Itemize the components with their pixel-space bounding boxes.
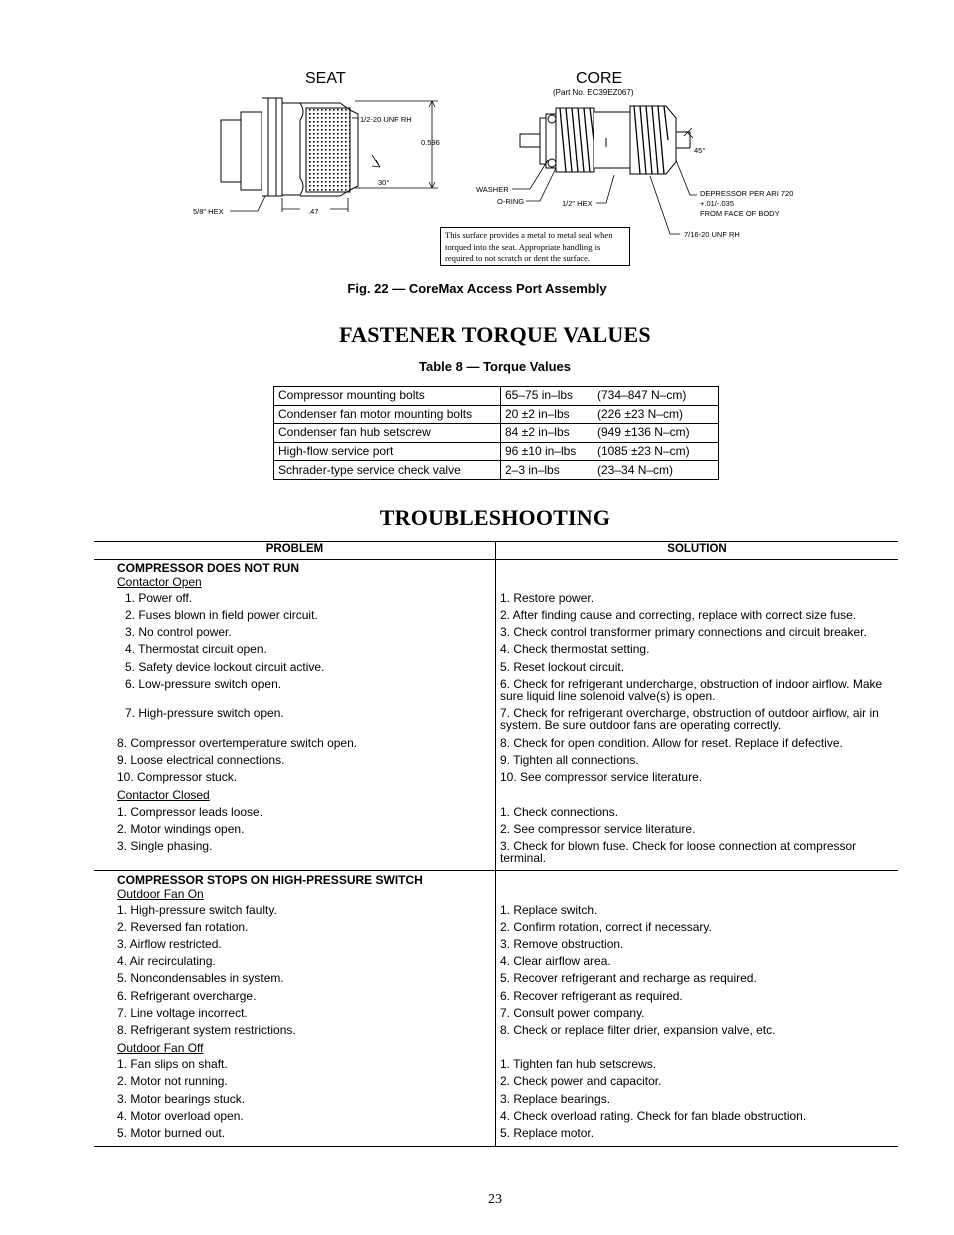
problem-text: 6. Refrigerant overcharge. bbox=[117, 989, 257, 1003]
solution-text: 6. Recover refrigerant as required. bbox=[500, 989, 683, 1003]
torque-item: Condenser fan motor mounting bolts bbox=[274, 405, 501, 424]
troubleshooting-table bbox=[94, 541, 898, 1147]
torque-metric: (226 ±23 N–cm) bbox=[593, 405, 719, 424]
table-divider bbox=[94, 870, 898, 871]
problem-text: 3. No control power. bbox=[125, 625, 232, 639]
seat-label: SEAT bbox=[305, 70, 346, 87]
problem-text: 7. Line voltage incorrect. bbox=[117, 1006, 248, 1020]
solution-text: 2. After finding cause and correcting, replace with correct size fuse. bbox=[500, 608, 857, 622]
seat-height-label: 0.596 bbox=[421, 138, 440, 147]
core-thread-label: 7/16-20 UNF RH bbox=[684, 230, 740, 239]
solution-text: 1. Check connections. bbox=[500, 805, 619, 819]
subheading: Outdoor Fan Off bbox=[117, 1041, 204, 1055]
core-drawing bbox=[512, 106, 697, 234]
solution-text: 3. Replace bearings. bbox=[500, 1092, 611, 1106]
torque-value: 65–75 in–lbs bbox=[501, 387, 594, 406]
table-divider bbox=[94, 1146, 898, 1147]
problem-text: 3. Airflow restricted. bbox=[117, 937, 222, 951]
torque-values-table bbox=[273, 386, 719, 480]
seal-surface-note: This surface provides a metal to metal seal when torqued into the seat. Appropriate handling is required to not scratch or dent the surface. bbox=[440, 227, 630, 266]
table-row bbox=[274, 424, 719, 443]
problem-text: 5. Motor burned out. bbox=[117, 1126, 226, 1140]
subheading: Outdoor Fan On bbox=[117, 887, 204, 901]
torque-item: Compressor mounting bolts bbox=[274, 387, 501, 406]
problem-text: 6. Low-pressure switch open. bbox=[125, 677, 282, 691]
solution-text: 2. See compressor service literature. bbox=[500, 822, 696, 836]
column-divider bbox=[495, 541, 496, 1147]
torque-item: Schrader-type service check valve bbox=[274, 461, 501, 480]
problem-text: 2. Motor windings open. bbox=[117, 822, 245, 836]
depressor-label-3: FROM FACE OF BODY bbox=[700, 209, 780, 218]
solution-text: 4. Clear airflow area. bbox=[500, 954, 611, 968]
solution-text: 2. Check power and capacitor. bbox=[500, 1074, 662, 1088]
seat-hex-label: 5/8" HEX bbox=[193, 207, 224, 216]
depressor-label-2: +.01/-.035 bbox=[700, 199, 734, 208]
problem-text: 2. Motor not running. bbox=[117, 1074, 228, 1088]
solution-text: 6. Check for refrigerant undercharge, obstruction of indoor airflow. Make sure liquid line solenoid valve(s) is open. bbox=[500, 677, 883, 703]
table-divider bbox=[94, 541, 898, 542]
solution-text: 4. Check overload rating. Check for fan blade obstruction. bbox=[500, 1109, 807, 1123]
core-hex-label: 1/2" HEX bbox=[562, 199, 593, 208]
solution-text: 1. Restore power. bbox=[500, 591, 595, 605]
subheading: Contactor Open bbox=[117, 575, 202, 589]
problem-header: PROBLEM bbox=[265, 543, 324, 555]
torque-value: 2–3 in–lbs bbox=[501, 461, 594, 480]
problem-text: 3. Motor bearings stuck. bbox=[117, 1092, 246, 1106]
problem-text: 7. High-pressure switch open. bbox=[125, 706, 284, 720]
solution-text: 9. Tighten all connections. bbox=[500, 753, 639, 767]
problem-text: 5. Noncondensables in system. bbox=[117, 971, 284, 985]
torque-value: 20 ±2 in–lbs bbox=[501, 405, 594, 424]
problem-text: 1. Fan slips on shaft. bbox=[117, 1057, 228, 1071]
solution-text: 3. Remove obstruction. bbox=[500, 937, 624, 951]
solution-text: 8. Check for open condition. Allow for reset. Replace if defective. bbox=[500, 736, 843, 750]
core-label: CORE bbox=[576, 70, 623, 87]
problem-text: 4. Motor overload open. bbox=[117, 1109, 244, 1123]
table-divider bbox=[94, 559, 898, 560]
table-row bbox=[274, 387, 719, 406]
core-part-number: (Part No. EC39EZ067) bbox=[553, 88, 634, 97]
solution-text: 2. Confirm rotation, correct if necessary. bbox=[500, 920, 712, 934]
torque-item: Condenser fan hub setscrew bbox=[274, 424, 501, 443]
problem-text: 10. Compressor stuck. bbox=[117, 770, 238, 784]
torque-value: 96 ±10 in–lbs bbox=[501, 442, 594, 461]
table-row bbox=[274, 461, 719, 480]
problem-text: 1. Power off. bbox=[125, 591, 193, 605]
group-heading: COMPRESSOR STOPS ON HIGH-PRESSURE SWITCH bbox=[117, 873, 423, 887]
torque-metric: (734–847 N–cm) bbox=[593, 387, 719, 406]
core-angle-label: 45° bbox=[694, 146, 706, 155]
solution-text: 1. Replace switch. bbox=[500, 903, 598, 917]
problem-text: 9. Loose electrical connections. bbox=[117, 753, 285, 767]
solution-text: 7. Check for refrigerant overcharge, obstruction of outdoor airflow, air in system. Be sure outdoor fans are operating correctly. bbox=[500, 706, 879, 732]
figure-caption: Fig. 22 — CoreMax Access Port Assembly bbox=[347, 281, 607, 296]
torque-metric: (1085 ±23 N–cm) bbox=[593, 442, 719, 461]
problem-text: 1. Compressor leads loose. bbox=[117, 805, 264, 819]
problem-text: 2. Fuses blown in field power circuit. bbox=[125, 608, 318, 622]
solution-header: SOLUTION bbox=[667, 543, 727, 555]
problem-text: 8. Refrigerant system restrictions. bbox=[117, 1023, 296, 1037]
table-row bbox=[274, 442, 719, 461]
group-heading: COMPRESSOR DOES NOT RUN bbox=[117, 561, 300, 575]
coremax-access-port-figure bbox=[0, 0, 954, 280]
solution-text: 3. Check for blown fuse. Check for loose connection at compressor terminal. bbox=[500, 839, 857, 865]
fastener-torque-title: FASTENER TORQUE VALUES bbox=[339, 322, 651, 347]
problem-text: 4. Air recirculating. bbox=[117, 954, 216, 968]
torque-item: High-flow service port bbox=[274, 442, 501, 461]
oring-label: O-RING bbox=[497, 197, 525, 206]
solution-text: 10. See compressor service literature. bbox=[500, 770, 703, 784]
problem-text: 3. Single phasing. bbox=[117, 839, 213, 853]
problem-text: 2. Reversed fan rotation. bbox=[117, 920, 249, 934]
washer-label: WASHER bbox=[476, 185, 509, 194]
problem-text: 4. Thermostat circuit open. bbox=[125, 642, 267, 656]
table-row bbox=[274, 405, 719, 424]
solution-text: 3. Check control transformer primary connections and circuit breaker. bbox=[500, 625, 867, 639]
problem-text: 8. Compressor overtemperature switch open. bbox=[117, 736, 358, 750]
page-number: 23 bbox=[488, 1192, 502, 1207]
troubleshooting-title: TROUBLESHOOTING bbox=[379, 505, 611, 530]
solution-text: 5. Reset lockout circuit. bbox=[500, 660, 625, 674]
solution-text: 5. Recover refrigerant and recharge as required. bbox=[500, 971, 757, 985]
solution-text: 4. Check thermostat setting. bbox=[500, 642, 650, 656]
seat-angle-label: 30° bbox=[378, 178, 390, 187]
depressor-label-1: DEPRESSOR PER ARI 720 bbox=[700, 189, 794, 198]
solution-text: 5. Replace motor. bbox=[500, 1126, 595, 1140]
problem-text: 1. High-pressure switch faulty. bbox=[117, 903, 277, 917]
torque-value: 84 ±2 in–lbs bbox=[501, 424, 594, 443]
solution-text: 1. Tighten fan hub setscrews. bbox=[500, 1057, 657, 1071]
seat-length-label: .47 bbox=[308, 207, 319, 216]
torque-metric: (23–34 N–cm) bbox=[593, 461, 719, 480]
table8-title: Table 8 — Torque Values bbox=[419, 359, 571, 374]
problem-text: 5. Safety device lockout circuit active. bbox=[125, 660, 325, 674]
seat-thread-label: 1/2-20 UNF RH bbox=[360, 115, 412, 124]
subheading: Contactor Closed bbox=[117, 788, 210, 802]
solution-text: 7. Consult power company. bbox=[500, 1006, 645, 1020]
torque-metric: (949 ±136 N–cm) bbox=[593, 424, 719, 443]
solution-text: 8. Check or replace filter drier, expansion valve, etc. bbox=[500, 1023, 776, 1037]
